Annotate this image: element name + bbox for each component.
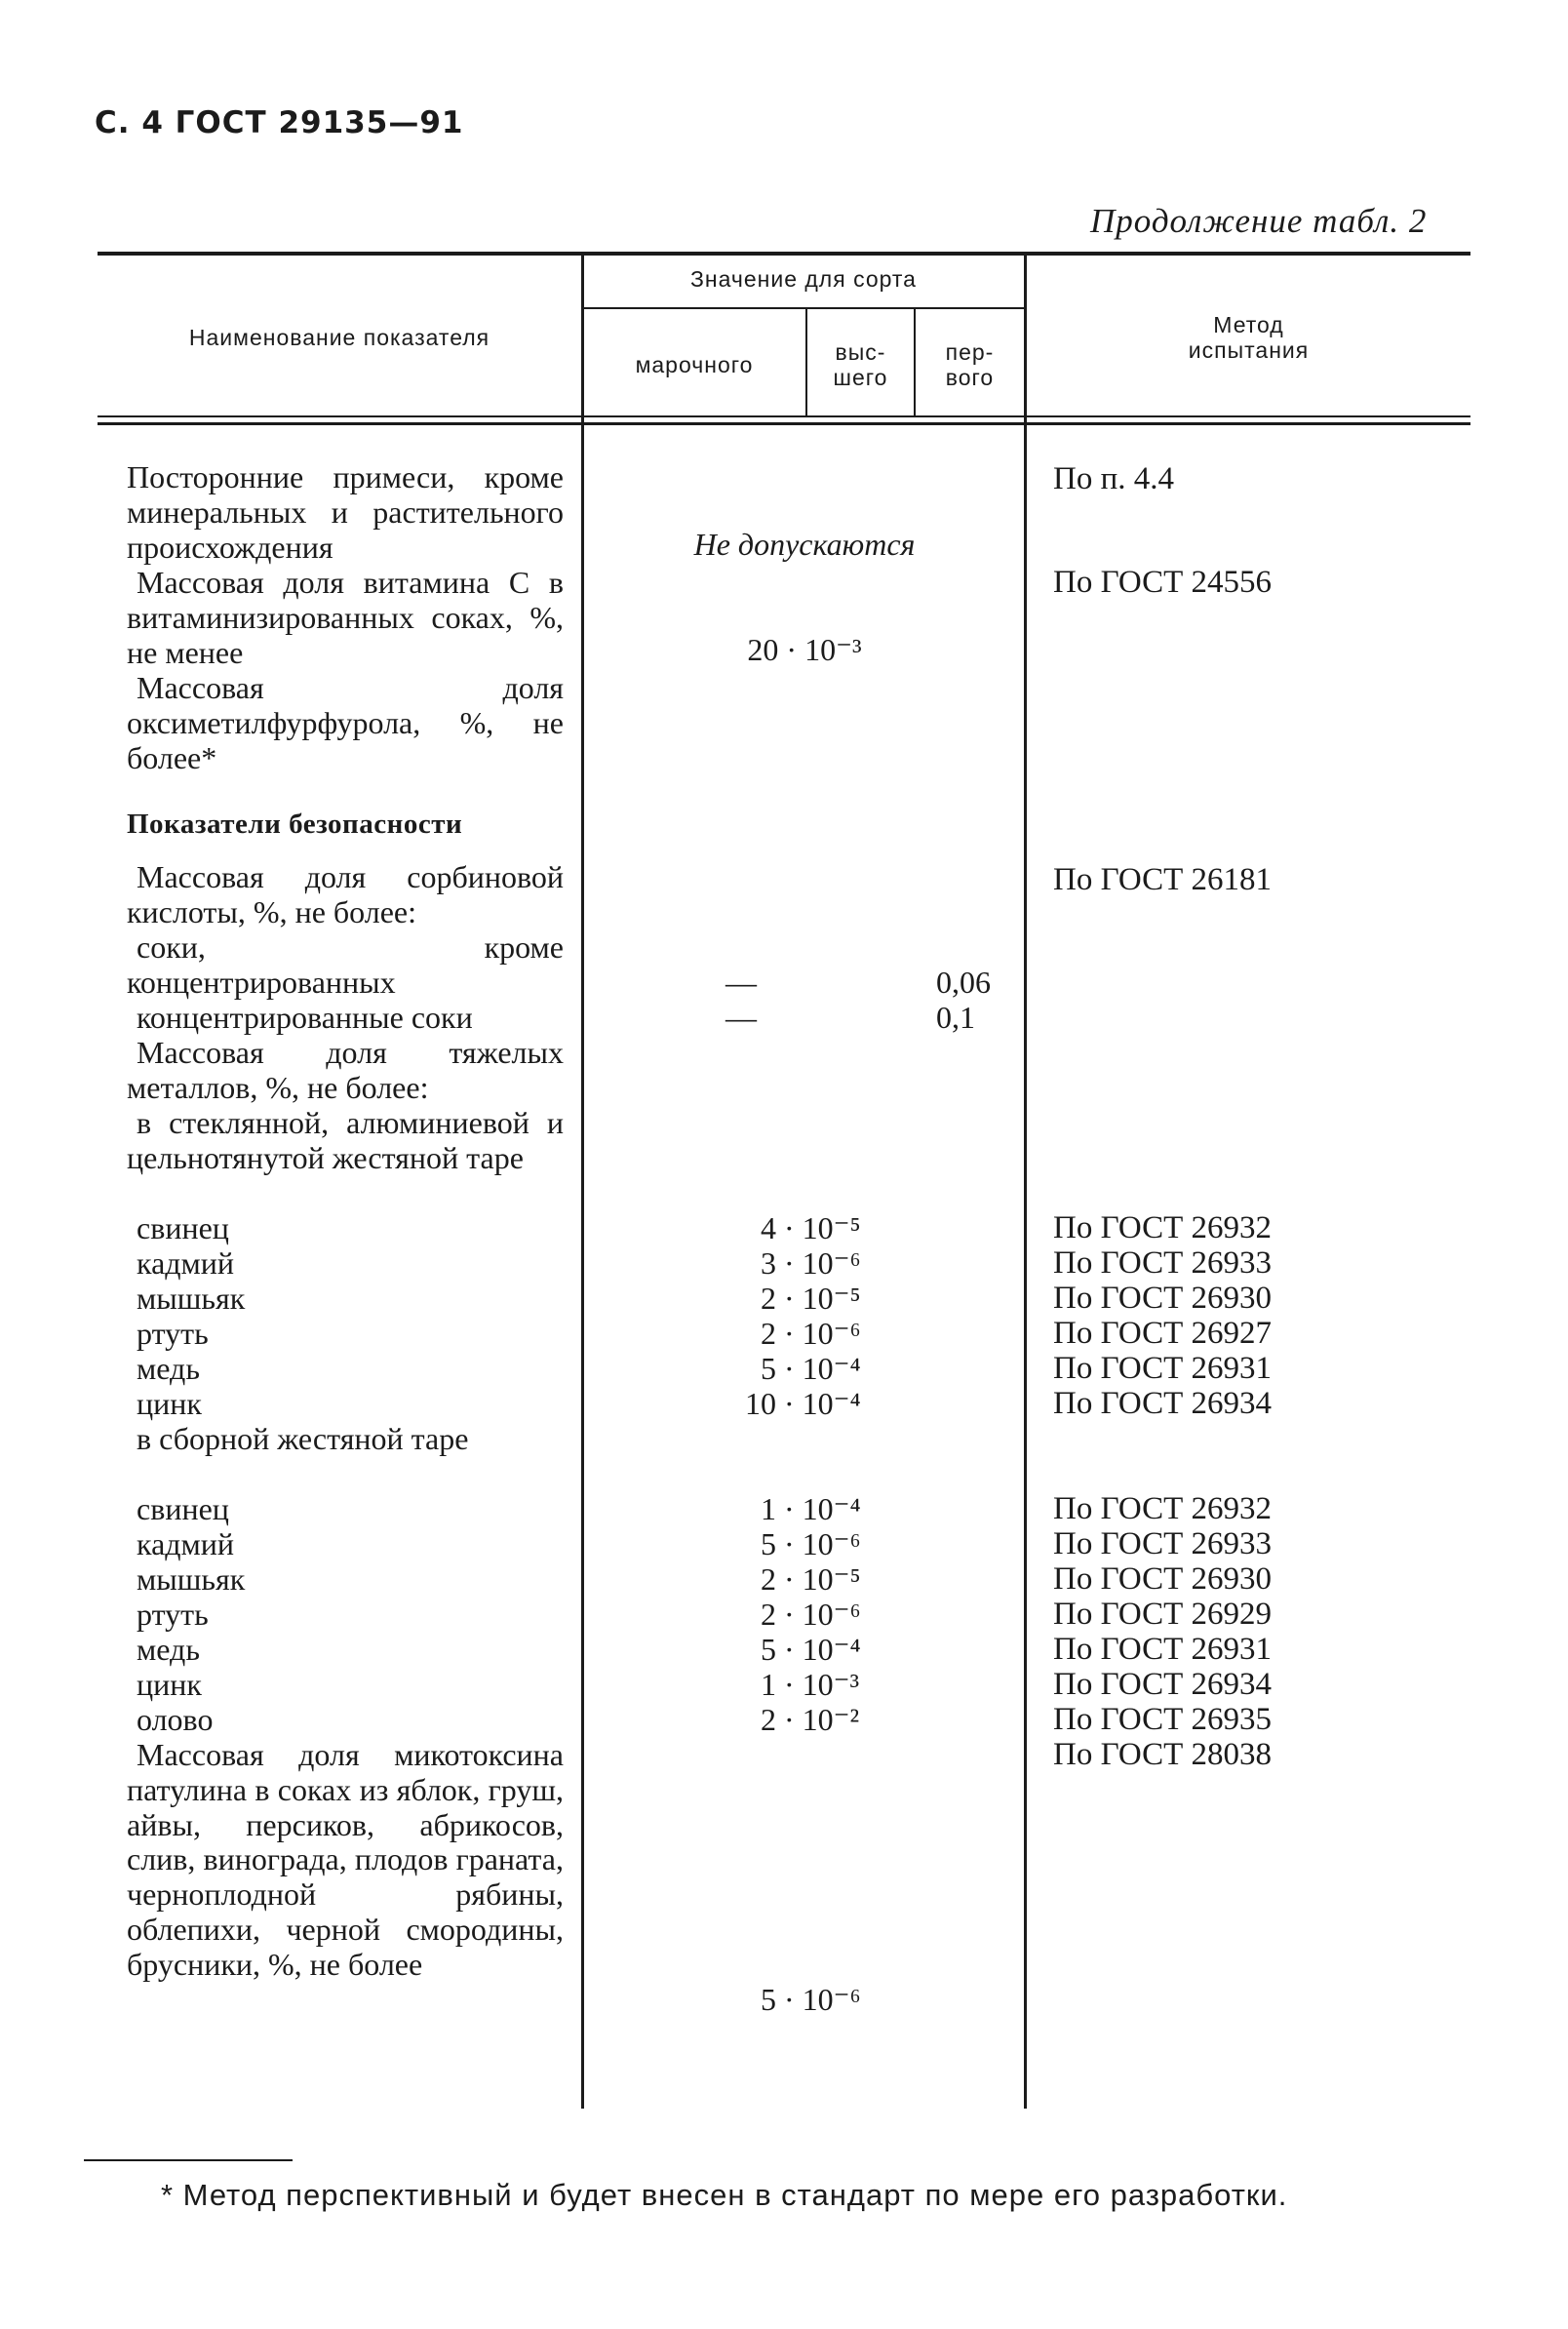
- metal-name: олово: [137, 1702, 214, 1737]
- method-patulin: По ГОСТ 28038: [1053, 1737, 1272, 1772]
- metal-value: 1 · 10⁻³: [761, 1667, 860, 1702]
- metal-name: мышьяк: [137, 1561, 246, 1597]
- metal-name: цинк: [137, 1667, 202, 1702]
- value-patulin: 5 · 10⁻⁶: [761, 1982, 861, 2017]
- metal-row: [0, 1703, 1568, 1738]
- metal-name: кадмий: [137, 1526, 235, 1561]
- row-juices-concentrated: концентрированные соки: [137, 1000, 473, 1035]
- metal-value: 5 · 10⁻⁴: [761, 1632, 861, 1667]
- metal-row: [0, 1352, 1568, 1387]
- method-impurities: По п. 4.4: [1053, 461, 1174, 496]
- header-method: [1027, 312, 1470, 363]
- footnote: * Метод перспективный и будет внесен в стандарт по мере его разработки.: [161, 2178, 1288, 2212]
- metal-row: [0, 1317, 1568, 1352]
- metal-row: [0, 1562, 1568, 1598]
- metal-row: [0, 1211, 1568, 1246]
- value-impurities: Не допускаются: [693, 527, 916, 562]
- metal-value: 1 · 10⁻⁴: [761, 1491, 861, 1526]
- metal-name: мышьяк: [137, 1281, 246, 1316]
- metal-name: медь: [137, 1351, 200, 1386]
- metal-row: [0, 1492, 1568, 1527]
- header-method-line2: испытания: [1188, 337, 1310, 363]
- method-vitamin-c: По ГОСТ 24556: [1053, 565, 1272, 600]
- metal-value: 2 · 10⁻²: [761, 1702, 860, 1737]
- metal-value: 2 · 10⁻⁵: [761, 1561, 861, 1597]
- metals-glass-group: [0, 1211, 1568, 1422]
- value-vitamin-c: 20 · 10⁻³: [747, 632, 862, 667]
- table-top-rule: [98, 252, 1470, 256]
- metal-name: свинец: [137, 1491, 229, 1526]
- method-sorbic: По ГОСТ 26181: [1053, 862, 1272, 897]
- table-continuation-label: Продолжение табл. 2: [1090, 202, 1428, 240]
- metal-name: ртуть: [137, 1316, 209, 1351]
- metal-method: По ГОСТ 26934: [1053, 1386, 1272, 1421]
- row-patulin: Массовая доля микотоксина патулина в соках из яблок, груш, айвы, персиков, абрикосов, слив, винограда, плодов граната, черноплодной рябины, облепихи, черной смородины, брусники, %, не более: [127, 1737, 564, 1982]
- metal-value: 4 · 10⁻⁵: [761, 1210, 861, 1245]
- metal-name: цинк: [137, 1386, 202, 1421]
- metal-method: По ГОСТ 26927: [1053, 1316, 1272, 1351]
- metal-method: По ГОСТ 26930: [1053, 1281, 1272, 1316]
- value-juices-non-concentrated: 0,06: [936, 965, 991, 1000]
- header-grade-pervyi-line2: вого: [945, 365, 995, 390]
- page-header: С. 4 ГОСТ 29135—91: [95, 105, 464, 140]
- dash-juices-non-concentrated: —: [725, 965, 757, 1000]
- metal-row: [0, 1633, 1568, 1668]
- header-method-line1: Метод: [1213, 312, 1284, 337]
- row-impurities: Посторонние примеси, кроме минеральных и растительного происхождения: [127, 459, 564, 565]
- header-bottom-rule-1: [98, 415, 1470, 417]
- metal-method: По ГОСТ 26932: [1053, 1210, 1272, 1245]
- header-grade-pervyi: [916, 339, 1024, 390]
- metal-method: По ГОСТ 26929: [1053, 1597, 1272, 1632]
- metal-method: По ГОСТ 26934: [1053, 1667, 1272, 1702]
- col-divider-indicator: [581, 256, 584, 2109]
- section-safety-heading: Показатели безопасности: [127, 809, 463, 840]
- metal-row: [0, 1598, 1568, 1633]
- header-grade-pervyi-line1: пер-: [945, 339, 995, 365]
- row-vitamin-c: Массовая доля витамина С в витаминизированных соках, %, не менее: [127, 565, 564, 670]
- metal-value: 5 · 10⁻⁶: [761, 1526, 861, 1561]
- metal-name: кадмий: [137, 1245, 235, 1281]
- metal-method: По ГОСТ 26933: [1053, 1526, 1272, 1561]
- metal-value: 2 · 10⁻⁶: [761, 1316, 861, 1351]
- header-grade-vysshii: [807, 339, 914, 390]
- metal-value: 2 · 10⁻⁵: [761, 1281, 861, 1316]
- row-hmf: Массовая доля оксиметилфурфурола, %, не более*: [127, 670, 564, 775]
- metal-method: По ГОСТ 26933: [1053, 1245, 1272, 1281]
- metal-row: [0, 1387, 1568, 1422]
- row-container-assembled: в сборной жестяной таре: [137, 1421, 469, 1456]
- metals-assembled-group: [0, 1492, 1568, 1738]
- metal-value: 2 · 10⁻⁶: [761, 1597, 861, 1632]
- metal-method: По ГОСТ 26930: [1053, 1561, 1272, 1597]
- metal-method: По ГОСТ 26935: [1053, 1702, 1272, 1737]
- metal-row: [0, 1668, 1568, 1703]
- header-grade-marochnyi: марочного: [635, 352, 754, 377]
- metal-value: 5 · 10⁻⁴: [761, 1351, 861, 1386]
- metal-name: медь: [137, 1632, 200, 1667]
- header-grade-vysshii-line1: выс-: [835, 339, 886, 365]
- row-sorbic: Массовая доля сорбиновой кислоты, %, не более:: [127, 859, 564, 929]
- row-juices-non-concentrated: соки, кроме концентрированных: [127, 929, 564, 1000]
- metal-name: свинец: [137, 1210, 229, 1245]
- row-container-glass: в стеклянной, алюминиевой и цельнотянутой жестяной таре: [127, 1105, 564, 1175]
- metal-method: По ГОСТ 26931: [1053, 1632, 1272, 1667]
- row-heavy-metals: Массовая доля тяжелых металлов, %, не более:: [127, 1035, 564, 1105]
- header-bottom-rule-2: [98, 422, 1470, 425]
- metal-value: 3 · 10⁻⁶: [761, 1245, 861, 1281]
- metal-value: 10 · 10⁻⁴: [745, 1386, 861, 1421]
- header-value-group: Значение для сорта: [690, 266, 917, 292]
- value-juices-concentrated: 0,1: [936, 1000, 975, 1035]
- header-indicator: Наименование показателя: [188, 325, 490, 350]
- footnote-rule: [84, 2159, 293, 2161]
- metal-method: По ГОСТ 26931: [1053, 1351, 1272, 1386]
- metal-row: [0, 1282, 1568, 1317]
- metal-row: [0, 1246, 1568, 1282]
- grade-group-rule: [583, 307, 1024, 309]
- metal-name: ртуть: [137, 1597, 209, 1632]
- col-divider-method: [1024, 256, 1027, 2109]
- header-grade-vysshii-line2: шего: [833, 365, 888, 390]
- metal-method: По ГОСТ 26932: [1053, 1491, 1272, 1526]
- dash-juices-concentrated: —: [725, 1000, 757, 1035]
- metal-row: [0, 1527, 1568, 1562]
